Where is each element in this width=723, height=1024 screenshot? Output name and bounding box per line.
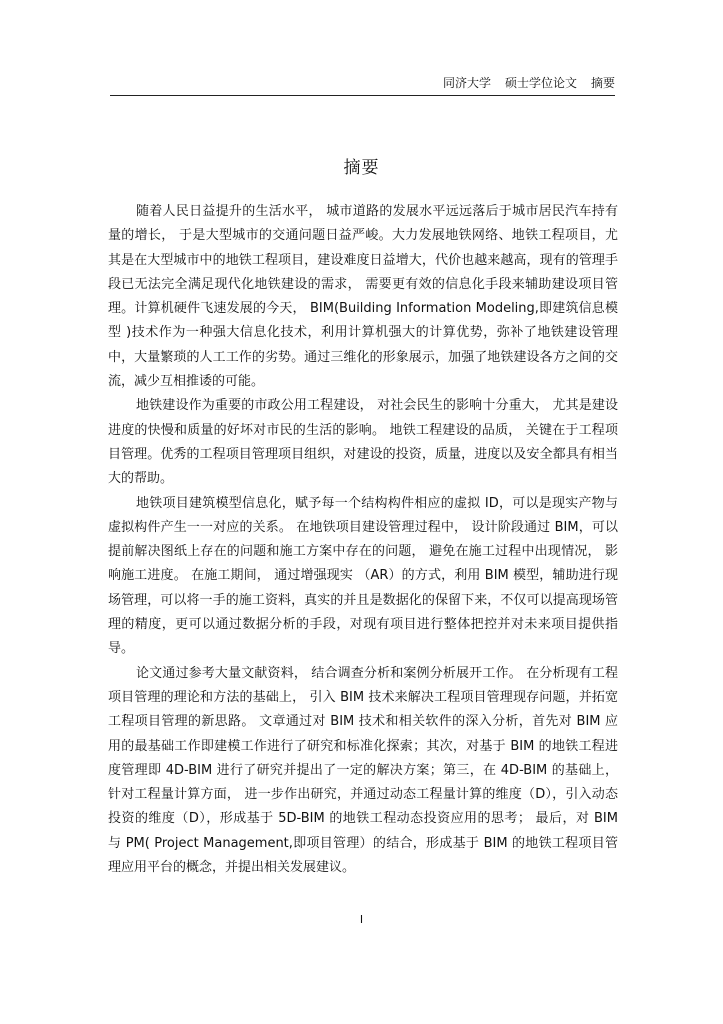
page-number: I <box>359 913 364 926</box>
page-header <box>110 74 615 96</box>
header-thesis-type: 硕士学位论文 <box>504 76 577 90</box>
header-university: 同济大学 <box>442 76 491 90</box>
abstract-paragraph-4: 论文通过参考大量文献资料， 结合调查分析和案例分析展开工作。 在分析现有工程项目管理的理论和方法的基础上， 引入 BIM 技术来解决工程项目管理现存问题，并拓宽工程项目管理的新思路。 文章通过对 BIM 技术和相关软件的深入分析，首先对 BIM 应用的最基础工作即建模工作进行了研究和标准化探索；其次，对基于 BIM 的地铁工程进度管理即 4D-BIM 进行了研究并提出了一定的解决方案；第三，在 4D-BIM 的基础上，针对工程量计算方面， 进一步作出研究，并通过动态工程量计算的维度（D），引入动态投资的维度（D），形成基于 5D-BIM 的地铁工程动态投资应用的思考； 最后，对 BIM 与 PM( Project Management,即项目管理）的结合，形成基于 BIM 的地铁工程项目管理应用平台的概念，并提出相关发展建议。 <box>108 665 618 876</box>
page-title: 摘要 <box>343 158 380 178</box>
abstract-body <box>108 200 618 880</box>
abstract-paragraph-1: 随着人民日益提升的生活水平， 城市道路的发展水平远远落后于城市居民汽车持有量的增长， 于是大型城市的交通问题日益严峻。大力发展地铁网络、地铁工程项目，尤其是在大型城市中的地铁工程项目，建设难度日益增大，代价也越来越高，现有的管理手段已无法完全满足现代化地铁建设的需求， 需要更有效的信息化手段来辅助建设项目管理。计算机硬件飞速发展的今天， BIM(Building Information Modeling,即建筑信息模型 )技术作为一种强大信息化技术，利用计算机强大的计算优势，弥补了地铁建设管理中，大量繁琐的人工工作的劣势。通过三维化的形象展示，加强了地铁建设各方之间的交流，减少互相推诿的可能。 <box>108 204 618 390</box>
header-section: 摘要 <box>590 76 615 90</box>
abstract-paragraph-3: 地铁项目建筑模型信息化，赋予每一个结构构件相应的虚拟 ID，可以是现实产物与虚拟构件产生一一对应的关系。 在地铁项目建设管理过程中， 设计阶段通过 BIM，可以提前解决图纸上存在的问题和施工方案中存在的问题， 避免在施工过程中出现情况， 影响施工进度。 在施工期间， 通过增强现实 （AR）的方式，利用 BIM 模型，辅助进行现场管理，可以将一手的施工资料，真实的并且是数据化的保留下来，不仅可以提高现场管理的精度，更可以通过数据分析的手段，对现有项目进行整体把控并对未来项目提供指导。 <box>108 495 618 657</box>
abstract-paragraph-2: 地铁建设作为重要的市政公用工程建设， 对社会民生的影响十分重大， 尤其是建设进度的快慢和质量的好坏对市民的生活的影响。 地铁工程建设的品质， 关键在于工程项目管理。优秀的工程项目管理项目组织，对建设的投资，质量，进度以及安全都具有相当大的帮助。 <box>108 398 618 487</box>
